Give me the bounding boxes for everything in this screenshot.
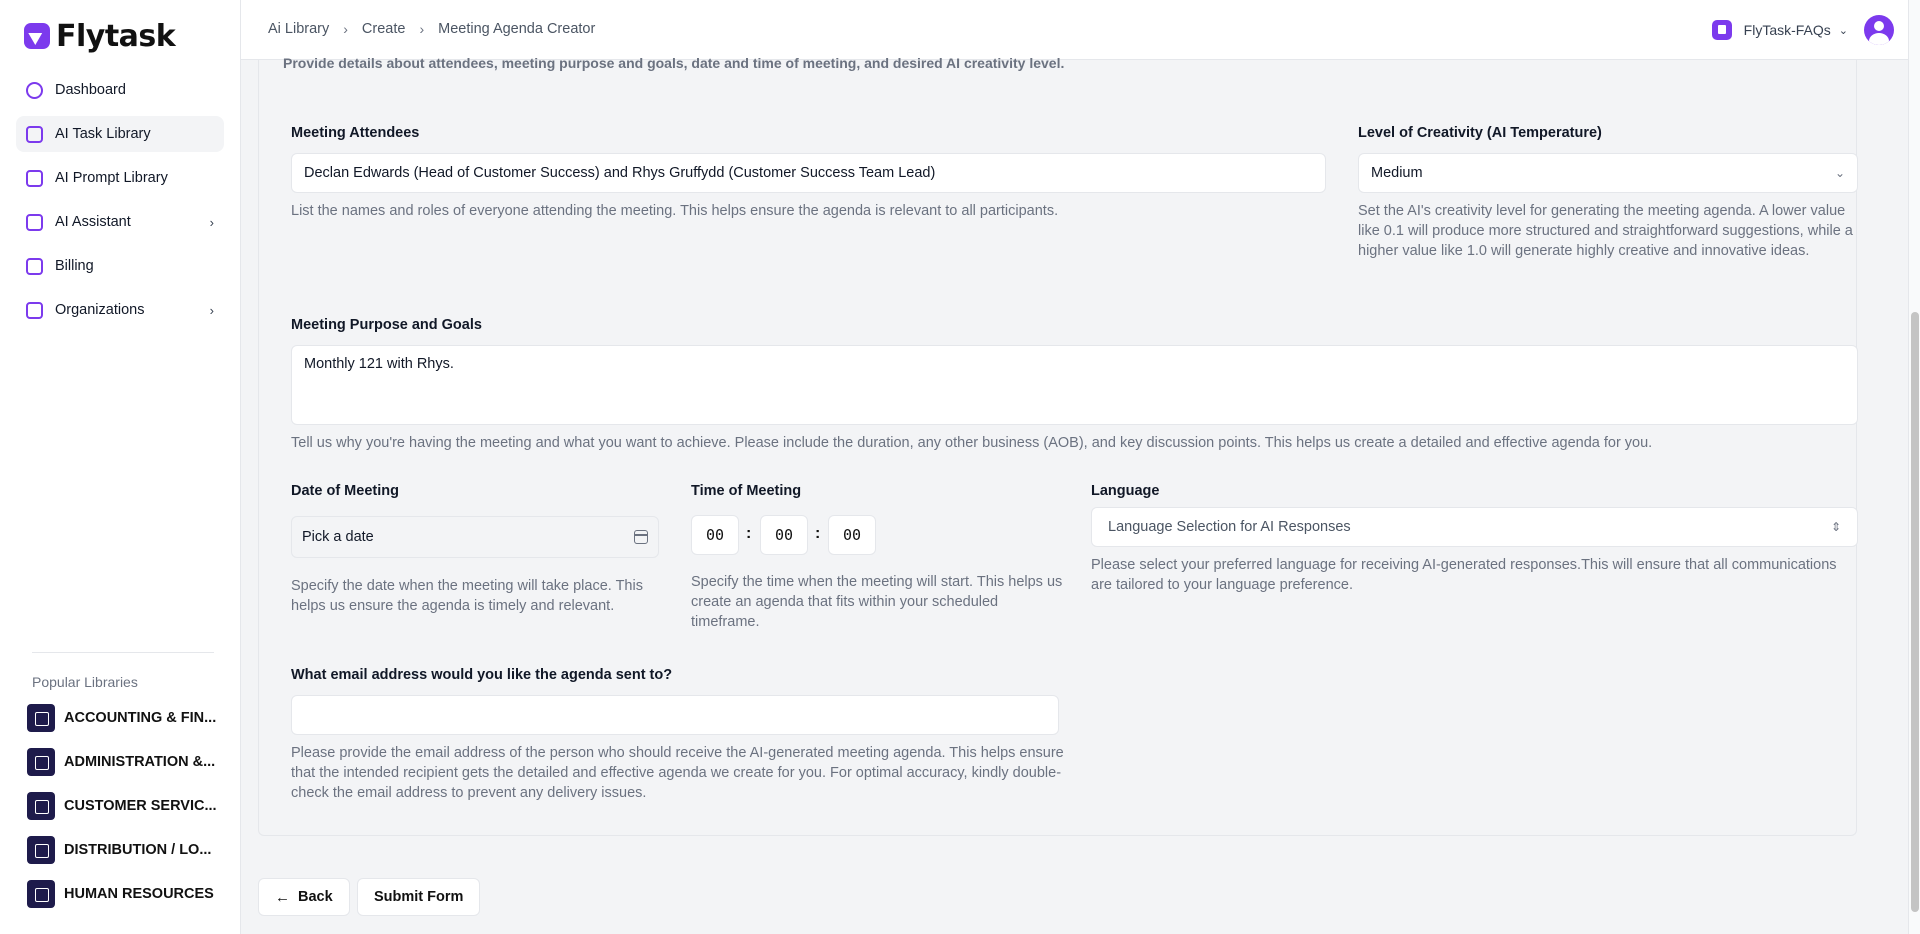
time-help: Specify the time when the meeting will start. This helps us create an agenda that fits within your scheduled timeframe. [691,574,1063,630]
chevron-right-icon: › [419,21,425,37]
organization-switcher[interactable] [1712,20,1848,40]
back-button-label: Back [298,889,333,905]
purpose-textarea[interactable]: Monthly 121 with Rhys. [291,345,1858,425]
page-scrollbar[interactable] [1908,0,1920,934]
back-button[interactable] [258,878,350,916]
organization-icon [26,302,43,319]
library-item-label: HUMAN RESOURCES [64,886,214,902]
dashboard-icon [26,82,43,99]
clipboard-icon [27,836,55,864]
library-item-label: CUSTOMER SERVIC... [64,798,217,814]
breadcrumb-create[interactable]: Create [361,21,406,37]
creativity-selected-value: Medium [1371,165,1423,181]
breadcrumb-ai-library[interactable]: Ai Library [268,21,330,37]
chevron-right-icon: › [209,302,214,318]
scrollbar-thumb[interactable] [1911,312,1919,912]
sidebar-item-ai-task-library[interactable] [16,116,224,152]
email-label: What email address would you like the agenda sent to? [291,667,673,683]
language-placeholder: Language Selection for AI Responses [1108,519,1351,535]
user-avatar[interactable] [1864,15,1894,45]
sidebar-divider [32,652,214,653]
laptop-icon [27,748,55,776]
headset-icon [27,792,55,820]
minutes-input[interactable]: 00 [760,515,808,555]
sidebar-item-label: Organizations [55,302,145,318]
email-input[interactable] [291,695,1059,735]
attendees-help: List the names and roles of everyone attending the meeting. This helps ensure the agenda is relevant to all participants. [291,203,1059,219]
library-item-label: ACCOUNTING & FIN... [64,710,217,726]
email-help: Please provide the email address of the person who should receive the AI-generated meeting agenda. This helps ensure that the intended recipient gets the detailed and effective agenda we create for you. For optimal accuracy, kindly double-check the email address to prevent any delivery issues. [291,745,1064,801]
sidebar-item-ai-prompt-library[interactable] [16,160,224,196]
language-help: Please select your preferred language for receiving AI-generated responses.This will ensure that all communications are tailored to your language preference. [1091,557,1837,593]
sidebar-item-billing[interactable] [16,248,224,284]
billing-icon [26,258,43,275]
submit-form-button[interactable] [357,878,480,916]
sidebar-item-label: Dashboard [55,82,126,98]
form-intro: Provide details about attendees, meeting purpose and goals, date and time of meeting, and desired AI creativity level. [283,55,1065,71]
library-item-distribution[interactable] [27,835,217,865]
chevron-down-icon: ⌄ [1834,166,1845,180]
organization-name: FlyTask-FAQs [1743,22,1831,38]
book-icon [26,126,43,143]
date-label: Date of Meeting [291,483,399,499]
chevron-up-down-icon: ⇕ [1830,520,1841,534]
sidebar-item-dashboard[interactable] [16,72,224,108]
library-item-accounting[interactable] [27,703,217,733]
breadcrumb-current: Meeting Agenda Creator [438,21,596,37]
date-picker-button[interactable] [291,516,659,558]
sidebar [0,0,241,934]
sidebar-item-label: AI Assistant [55,214,131,230]
library-item-customer-service[interactable] [27,791,217,821]
top-header [241,0,1920,60]
arrow-left-icon: ← [275,888,290,906]
purpose-help: Tell us why you're having the meeting and what you want to achieve. Please include the duration, any other business (AOB), and key discussion points. This helps us create a detailed and effective agenda for you. [291,435,1653,451]
logo-text: Flytask [56,18,176,54]
chevron-down-icon: ⌄ [1838,24,1848,37]
chevron-right-icon: › [343,21,348,37]
date-help: Specify the date when the meeting will take place. This helps us ensure the agenda is timely and relevant. [291,578,643,614]
purpose-label: Meeting Purpose and Goals [291,317,482,333]
submit-button-label: Submit Form [374,889,464,905]
sidebar-item-label: Billing [55,258,94,274]
attendees-input[interactable]: Declan Edwards (Head of Customer Success) and Rhys Gruffydd (Customer Success Team Lead) [291,153,1326,193]
popular-libraries-title: Popular Libraries [32,674,138,690]
popular-libraries-list [27,703,217,923]
time-separator: : [746,525,752,542]
sidebar-item-organizations[interactable] [16,292,224,328]
organization-icon [1712,20,1732,40]
briefcase-icon [27,880,55,908]
date-placeholder: Pick a date [302,529,374,545]
flytask-logo-icon [24,23,50,49]
creativity-help: Set the AI's creativity level for generating the meeting agenda. A lower value like 0.1 will produce more structured and straightforward suggestions, while a higher value like 1.0 will generate highly creative and innovative ideas. [1358,203,1853,259]
sidebar-item-label: AI Prompt Library [55,170,168,186]
seconds-input[interactable]: 00 [828,515,876,555]
attendees-label: Meeting Attendees [291,125,420,141]
chevron-right-icon: › [209,214,214,230]
sidebar-item-ai-assistant[interactable] [16,204,224,240]
assistant-icon [26,214,43,231]
time-label: Time of Meeting [691,483,802,499]
library-item-administration[interactable] [27,747,217,777]
creativity-label: Level of Creativity (AI Temperature) [1358,125,1602,141]
calendar-icon [634,530,648,544]
sidebar-nav [16,72,224,336]
hours-input[interactable]: 00 [691,515,739,555]
flytask-logo[interactable] [24,20,175,52]
language-label: Language [1091,483,1160,499]
prompt-icon [26,170,43,187]
breadcrumb [268,21,595,37]
time-separator: : [815,525,821,542]
creativity-select[interactable] [1358,153,1858,193]
language-select[interactable] [1091,507,1858,547]
calculator-icon [27,704,55,732]
library-item-human-resources[interactable] [27,879,217,909]
sidebar-item-label: AI Task Library [55,126,151,142]
library-item-label: DISTRIBUTION / LO... [64,842,212,858]
library-item-label: ADMINISTRATION &... [64,754,216,770]
